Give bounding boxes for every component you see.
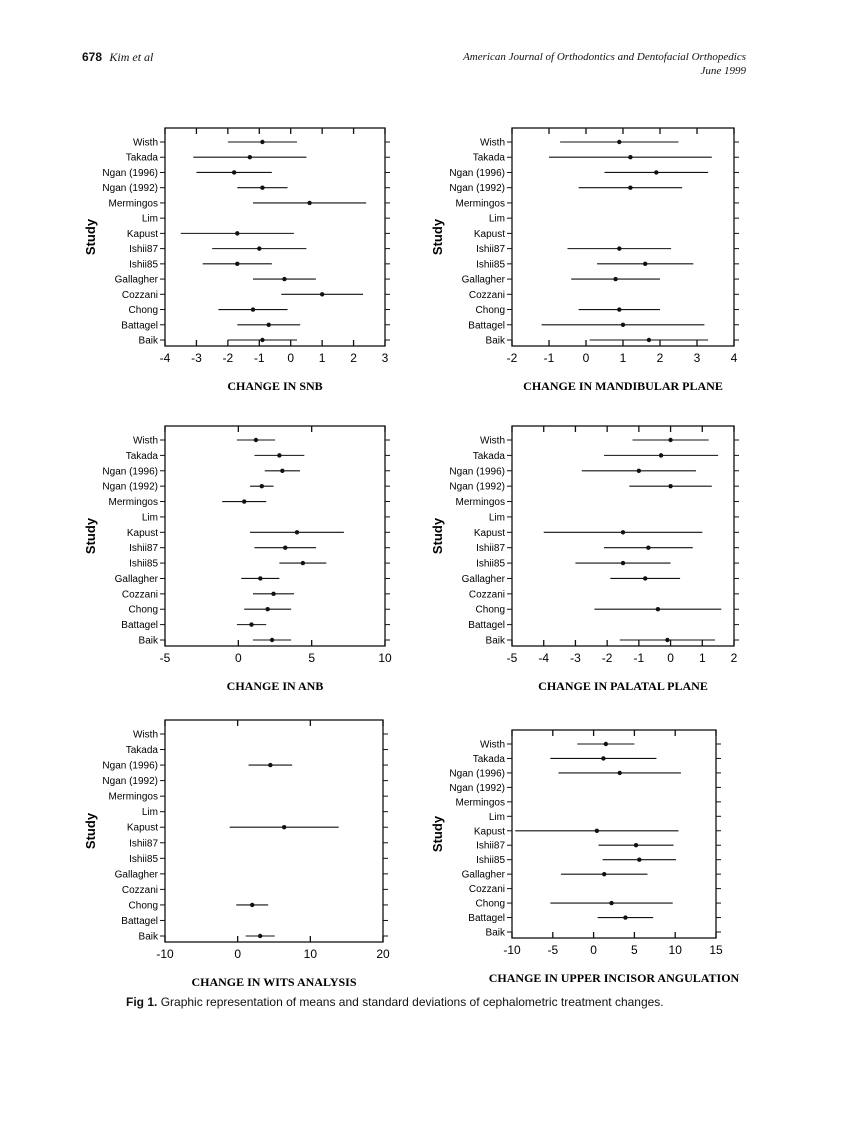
mean-point xyxy=(235,231,239,235)
study-label: Ngan (1996) xyxy=(449,768,505,780)
page-number: 678 xyxy=(82,50,103,64)
mean-point xyxy=(249,622,253,626)
forest-plot-panel-3 xyxy=(83,426,392,693)
x-tick-label: -4 xyxy=(159,351,171,365)
x-tick-label: 15 xyxy=(709,943,723,957)
plot-frame xyxy=(512,730,716,938)
study-label: Lim xyxy=(488,811,505,823)
mean-point xyxy=(665,638,669,642)
study-label: Ishii85 xyxy=(476,855,505,867)
mean-point xyxy=(618,771,622,775)
study-label: Baik xyxy=(485,927,505,939)
study-label: Ishii87 xyxy=(129,543,158,555)
study-label: Ishii85 xyxy=(129,558,158,570)
study-label: Baik xyxy=(138,635,158,647)
x-tick-label: 0 xyxy=(234,947,242,961)
mean-point xyxy=(283,545,287,549)
study-label: Ishii87 xyxy=(476,840,505,852)
study-label: Ishii87 xyxy=(476,244,505,256)
x-axis-label: CHANGE IN WITS ANALYSIS xyxy=(191,975,357,989)
study-label: Baik xyxy=(485,335,505,347)
study-label: Cozzani xyxy=(468,289,505,301)
mean-point xyxy=(260,484,264,488)
forest-plot-panel-4 xyxy=(430,426,739,693)
mean-point xyxy=(628,155,632,159)
y-axis-label: Study xyxy=(83,517,98,555)
forest-plot-panel-5 xyxy=(83,720,390,989)
study-label: Ishii87 xyxy=(129,244,158,256)
forest-plot-panel-1 xyxy=(83,128,390,393)
x-axis-label: CHANGE IN MANDIBULAR PLANE xyxy=(523,379,723,393)
mean-point xyxy=(637,469,641,473)
mean-point xyxy=(257,246,261,250)
x-tick-label: -10 xyxy=(156,947,174,961)
mean-point xyxy=(595,829,599,833)
mean-point xyxy=(637,857,641,861)
y-axis-label: Study xyxy=(83,812,98,850)
x-tick-label: -5 xyxy=(547,943,559,957)
mean-point xyxy=(260,185,264,189)
x-tick-label: 5 xyxy=(308,651,316,665)
study-label: Battagel xyxy=(468,620,505,632)
study-label: Kapust xyxy=(126,228,158,240)
study-label: Cozzani xyxy=(468,884,505,896)
author-line: Kim et al xyxy=(109,50,154,64)
mean-point xyxy=(250,903,254,907)
issue-date: June 1999 xyxy=(700,65,746,77)
mean-point xyxy=(617,246,621,250)
study-label: Ngan (1992) xyxy=(102,776,158,788)
study-label: Takada xyxy=(125,450,158,462)
x-tick-label: 10 xyxy=(378,651,392,665)
study-label: Lim xyxy=(141,512,158,524)
mean-point xyxy=(251,307,255,311)
mean-point xyxy=(282,825,286,829)
x-tick-label: -2 xyxy=(601,651,613,665)
mean-point xyxy=(258,576,262,580)
y-axis-label: Study xyxy=(430,517,445,555)
plot-frame xyxy=(165,426,385,646)
x-tick-label: 1 xyxy=(619,351,627,365)
x-tick-label: 3 xyxy=(693,351,701,365)
study-label: Chong xyxy=(128,900,158,912)
plot-frame xyxy=(165,720,383,942)
mean-point xyxy=(634,843,638,847)
mean-point xyxy=(270,638,274,642)
mean-point xyxy=(268,763,272,767)
study-label: Kapust xyxy=(473,826,505,838)
study-label: Gallagher xyxy=(461,573,505,585)
x-tick-label: 2 xyxy=(730,651,738,665)
x-tick-label: 0 xyxy=(234,651,242,665)
study-label: Takada xyxy=(472,450,505,462)
mean-point xyxy=(282,277,286,281)
x-tick-label: 0 xyxy=(582,351,590,365)
study-label: Ngan (1992) xyxy=(102,481,158,493)
x-tick-label: 1 xyxy=(698,651,706,665)
study-label: Takada xyxy=(125,152,158,164)
mean-point xyxy=(646,545,650,549)
plot-frame xyxy=(512,426,734,646)
study-label: Ngan (1992) xyxy=(449,183,505,195)
study-label: Wisth xyxy=(133,435,158,447)
study-label: Ngan (1992) xyxy=(449,782,505,794)
mean-point xyxy=(235,262,239,266)
mean-point xyxy=(232,170,236,174)
x-tick-label: -1 xyxy=(543,351,555,365)
x-tick-label: -2 xyxy=(506,351,518,365)
x-tick-label: -2 xyxy=(222,351,234,365)
journal-name: American Journal of Orthodontics and Dentofacial Orthopedics xyxy=(463,51,746,63)
mean-point xyxy=(260,140,264,144)
mean-point xyxy=(668,438,672,442)
study-label: Chong xyxy=(128,305,158,317)
study-label: Kapust xyxy=(126,527,158,539)
study-label: Takada xyxy=(472,152,505,164)
mean-point xyxy=(617,140,621,144)
mean-point xyxy=(659,453,663,457)
study-label: Cozzani xyxy=(468,589,505,601)
mean-point xyxy=(307,201,311,205)
study-label: Lim xyxy=(488,213,505,225)
study-label: Wisth xyxy=(480,137,505,149)
plot-frame xyxy=(512,128,734,346)
study-label: Takada xyxy=(472,753,505,765)
study-label: Ishii87 xyxy=(129,838,158,850)
study-label: Wisth xyxy=(480,739,505,751)
mean-point xyxy=(621,323,625,327)
study-label: Cozzani xyxy=(121,884,158,896)
study-label: Wisth xyxy=(480,435,505,447)
study-label: Wisth xyxy=(133,729,158,741)
mean-point xyxy=(301,561,305,565)
mean-point xyxy=(254,438,258,442)
x-tick-label: 3 xyxy=(381,351,389,365)
x-axis-label: CHANGE IN PALATAL PLANE xyxy=(538,679,708,693)
y-axis-label: Study xyxy=(83,218,98,256)
study-label: Takada xyxy=(125,745,158,757)
study-label: Mermingos xyxy=(108,198,158,210)
mean-point xyxy=(613,277,617,281)
study-label: Chong xyxy=(475,604,505,616)
study-label: Ngan (1996) xyxy=(449,466,505,478)
study-label: Mermingos xyxy=(455,497,505,509)
x-tick-label: -10 xyxy=(503,943,521,957)
study-label: Ngan (1996) xyxy=(449,167,505,179)
study-label: Ishii85 xyxy=(476,259,505,271)
mean-point xyxy=(643,262,647,266)
x-axis-label: CHANGE IN SNB xyxy=(227,379,323,393)
mean-point xyxy=(271,592,275,596)
mean-point xyxy=(643,576,647,580)
study-label: Ishii87 xyxy=(476,543,505,555)
mean-point xyxy=(668,484,672,488)
study-label: Chong xyxy=(128,604,158,616)
mean-point xyxy=(260,338,264,342)
mean-point xyxy=(265,607,269,611)
x-tick-label: 10 xyxy=(668,943,682,957)
mean-point xyxy=(621,530,625,534)
mean-point xyxy=(602,872,606,876)
mean-point xyxy=(623,915,627,919)
study-label: Battagel xyxy=(121,620,158,632)
plot-frame xyxy=(165,128,385,346)
study-label: Kapust xyxy=(126,822,158,834)
study-label: Battagel xyxy=(468,320,505,332)
study-label: Battagel xyxy=(121,915,158,927)
study-label: Kapust xyxy=(473,228,505,240)
study-label: Wisth xyxy=(133,137,158,149)
study-label: Gallagher xyxy=(114,274,158,286)
study-label: Gallagher xyxy=(114,573,158,585)
study-label: Lim xyxy=(488,512,505,524)
caption-text: Graphic representation of means and standard deviations of cephalometric treatment changes. xyxy=(160,995,664,1009)
study-label: Cozzani xyxy=(121,589,158,601)
study-label: Ngan (1992) xyxy=(102,183,158,195)
study-label: Chong xyxy=(475,898,505,910)
study-label: Baik xyxy=(138,931,158,943)
study-label: Kapust xyxy=(473,527,505,539)
x-tick-label: 2 xyxy=(656,351,664,365)
forest-plot-panel-2 xyxy=(430,128,739,393)
mean-point xyxy=(258,934,262,938)
mean-point xyxy=(601,756,605,760)
mean-point xyxy=(604,742,608,746)
mean-point xyxy=(248,155,252,159)
study-label: Ngan (1992) xyxy=(449,481,505,493)
study-label: Mermingos xyxy=(455,797,505,809)
x-tick-label: 2 xyxy=(350,351,357,365)
mean-point xyxy=(295,530,299,534)
mean-point xyxy=(617,307,621,311)
study-label: Cozzani xyxy=(121,289,158,301)
x-tick-label: 0 xyxy=(590,943,597,957)
x-tick-label: -3 xyxy=(570,651,581,665)
x-tick-label: -5 xyxy=(159,651,171,665)
study-label: Gallagher xyxy=(461,869,505,881)
study-label: Mermingos xyxy=(455,198,505,210)
y-axis-label: Study xyxy=(430,218,445,256)
x-tick-label: 1 xyxy=(318,351,326,365)
x-tick-label: -3 xyxy=(191,351,202,365)
study-label: Ishii85 xyxy=(129,259,158,271)
mean-point xyxy=(280,469,284,473)
mean-point xyxy=(609,901,613,905)
study-label: Baik xyxy=(138,335,158,347)
study-label: Ishii85 xyxy=(476,558,505,570)
x-tick-label: 5 xyxy=(631,943,638,957)
study-label: Lim xyxy=(141,807,158,819)
study-label: Gallagher xyxy=(461,274,505,286)
study-label: Ishii85 xyxy=(129,853,158,865)
forest-plot-panel-6 xyxy=(430,730,740,985)
caption-label: Fig 1. xyxy=(126,995,158,1009)
x-tick-label: 0 xyxy=(667,651,674,665)
study-label: Baik xyxy=(485,635,505,647)
x-tick-label: 10 xyxy=(303,947,318,961)
x-tick-label: -4 xyxy=(538,651,550,665)
mean-point xyxy=(242,499,246,503)
x-tick-label: -1 xyxy=(253,351,265,365)
x-axis-label: CHANGE IN UPPER INCISOR ANGULATION xyxy=(488,971,740,985)
x-tick-label: -5 xyxy=(506,651,518,665)
x-tick-label: 20 xyxy=(376,947,390,961)
study-label: Battagel xyxy=(468,913,505,925)
study-label: Ngan (1996) xyxy=(102,167,158,179)
mean-point xyxy=(654,170,658,174)
y-axis-label: Study xyxy=(430,815,445,853)
study-label: Ngan (1996) xyxy=(102,760,158,772)
mean-point xyxy=(628,185,632,189)
mean-point xyxy=(267,323,271,327)
study-label: Mermingos xyxy=(108,497,158,509)
mean-point xyxy=(656,607,660,611)
mean-point xyxy=(621,561,625,565)
mean-point xyxy=(320,292,324,296)
study-label: Ngan (1996) xyxy=(102,466,158,478)
study-label: Lim xyxy=(141,213,158,225)
x-tick-label: 4 xyxy=(730,351,738,365)
mean-point xyxy=(277,453,281,457)
x-axis-label: CHANGE IN ANB xyxy=(226,679,324,693)
figure-caption xyxy=(126,995,766,1009)
mean-point xyxy=(647,338,651,342)
study-label: Chong xyxy=(475,305,505,317)
study-label: Battagel xyxy=(121,320,158,332)
study-label: Gallagher xyxy=(114,869,158,881)
study-label: Mermingos xyxy=(108,791,158,803)
x-tick-label: -1 xyxy=(633,651,645,665)
x-tick-label: 0 xyxy=(287,351,295,365)
